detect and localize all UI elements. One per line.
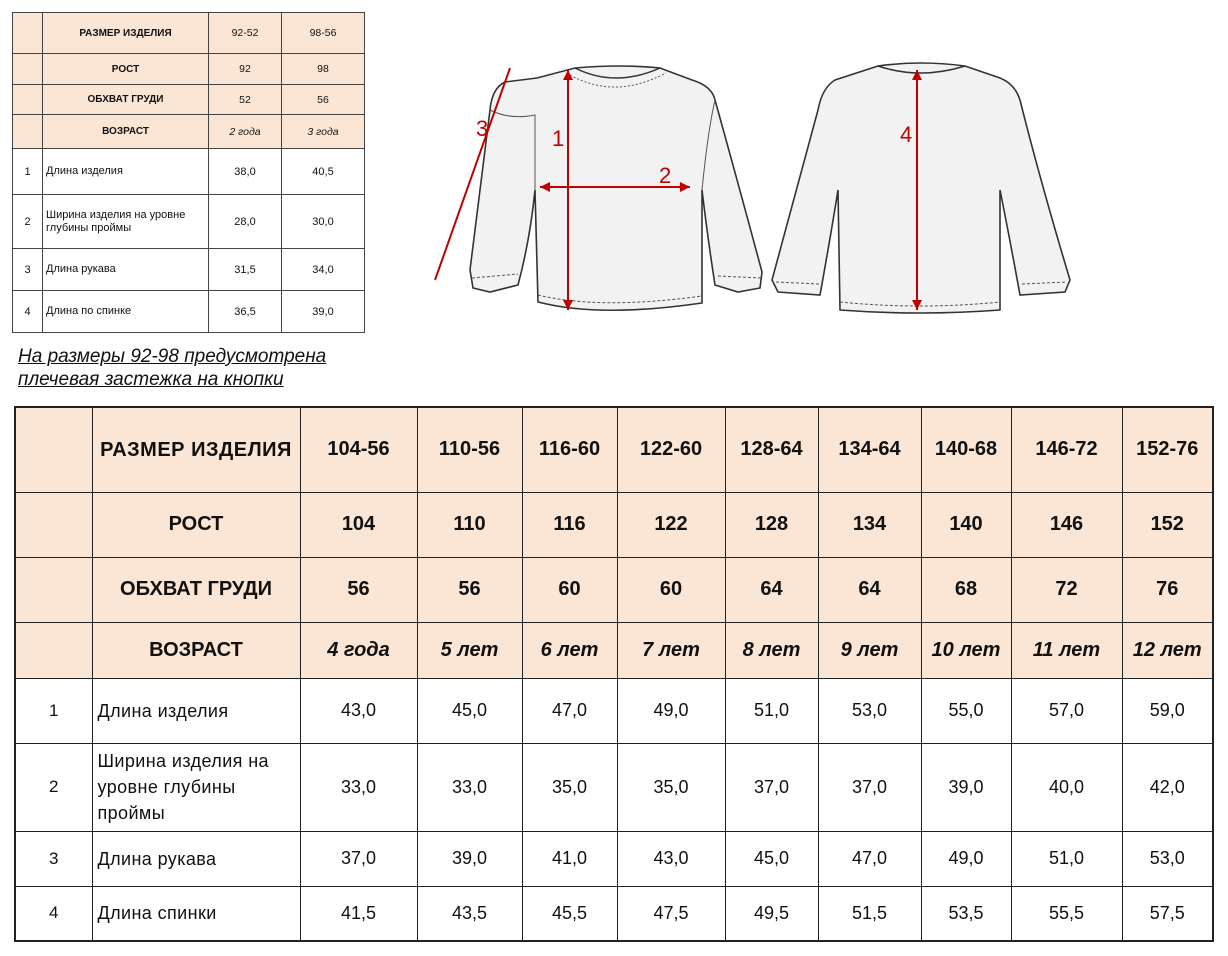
cell-value: 45,0 (417, 678, 522, 743)
cell-value: 47,0 (818, 831, 921, 886)
small-table-row (13, 195, 365, 249)
cell-value: 33,0 (300, 743, 417, 831)
small-header-age-row (13, 115, 365, 149)
row-number: 2 (13, 195, 43, 249)
cell-value: 45,5 (522, 886, 617, 941)
row-number: 4 (15, 886, 92, 941)
cell-value: 41,0 (522, 831, 617, 886)
header-value: 12 лет (1122, 622, 1213, 678)
cell-value: 37,0 (300, 831, 417, 886)
small-header-size-row (13, 13, 365, 54)
marker-2: 2 (659, 163, 672, 188)
row-label: Длина рукава (43, 249, 209, 291)
header-label: ВОЗРАСТ (92, 622, 300, 678)
small-header-value: 3 года (282, 115, 365, 149)
small-header-chest-row (13, 85, 365, 115)
header-value: 5 лет (417, 622, 522, 678)
back-view-shirt (772, 63, 1070, 313)
cell-value: 39,0 (921, 743, 1011, 831)
header-value: 72 (1011, 557, 1122, 622)
small-header-label: ВОЗРАСТ (43, 115, 209, 149)
marker-1: 1 (552, 126, 565, 151)
header-value: 134-64 (818, 407, 921, 492)
shoulder-fastener-note (18, 345, 326, 391)
small-header-value: 92-52 (209, 13, 282, 54)
header-value: 146-72 (1011, 407, 1122, 492)
cell-value: 40,5 (282, 149, 365, 195)
marker-3: 3 (476, 116, 489, 141)
header-value: 56 (417, 557, 522, 622)
cell-value: 49,5 (725, 886, 818, 941)
small-header-height-row (13, 54, 365, 85)
header-value: 134 (818, 492, 921, 557)
small-table-row (13, 249, 365, 291)
row-number: 3 (13, 249, 43, 291)
small-table-row (13, 291, 365, 333)
cell-value: 40,0 (1011, 743, 1122, 831)
header-value: 8 лет (725, 622, 818, 678)
cell-value: 35,0 (522, 743, 617, 831)
header-height-row (15, 492, 1213, 557)
small-header-blank (13, 54, 43, 85)
header-value: 6 лет (522, 622, 617, 678)
row-number: 3 (15, 831, 92, 886)
note-line-2: плечевая застежка на кнопки (18, 369, 284, 390)
row-number: 2 (15, 743, 92, 831)
header-value: 76 (1122, 557, 1213, 622)
header-label: ОБХВАТ ГРУДИ (92, 557, 300, 622)
row-number: 4 (13, 291, 43, 333)
cell-value: 53,0 (818, 678, 921, 743)
small-header-value: 52 (209, 85, 282, 115)
header-value: 60 (617, 557, 725, 622)
header-value: 152-76 (1122, 407, 1213, 492)
header-value: 128-64 (725, 407, 818, 492)
cell-value: 38,0 (209, 149, 282, 195)
header-value: 104-56 (300, 407, 417, 492)
header-value: 152 (1122, 492, 1213, 557)
header-label: РАЗМЕР ИЗДЕЛИЯ (92, 407, 300, 492)
header-value: 122-60 (617, 407, 725, 492)
cell-value: 41,5 (300, 886, 417, 941)
header-value: 110 (417, 492, 522, 557)
small-header-value: 98 (282, 54, 365, 85)
note-line-1: На размеры 92-98 предусмотрена (18, 346, 327, 367)
header-blank (15, 492, 92, 557)
cell-value: 34,0 (282, 249, 365, 291)
cell-value: 51,0 (1011, 831, 1122, 886)
cell-value: 51,5 (818, 886, 921, 941)
header-value: 146 (1011, 492, 1122, 557)
small-header-blank (13, 115, 43, 149)
small-header-label: РАЗМЕР ИЗДЕЛИЯ (43, 13, 209, 54)
header-value: 60 (522, 557, 617, 622)
cell-value: 55,0 (921, 678, 1011, 743)
cell-value: 59,0 (1122, 678, 1213, 743)
small-header-blank (13, 13, 43, 54)
header-value: 122 (617, 492, 725, 557)
small-header-label: РОСТ (43, 54, 209, 85)
cell-value: 57,5 (1122, 886, 1213, 941)
front-view-shirt (470, 66, 762, 310)
header-value: 64 (725, 557, 818, 622)
cell-value: 39,0 (282, 291, 365, 333)
header-label: РОСТ (92, 492, 300, 557)
small-size-table (12, 12, 365, 333)
header-value: 64 (818, 557, 921, 622)
header-value: 110-56 (417, 407, 522, 492)
cell-value: 37,0 (818, 743, 921, 831)
header-value: 140-68 (921, 407, 1011, 492)
row-label: Ширина изделия на уровне глубины проймы (43, 195, 209, 249)
table-row (15, 678, 1213, 743)
header-blank (15, 407, 92, 492)
cell-value: 47,0 (522, 678, 617, 743)
row-label: Длина рукава (92, 831, 300, 886)
header-value: 56 (300, 557, 417, 622)
header-value: 4 года (300, 622, 417, 678)
small-header-blank (13, 85, 43, 115)
row-label: Ширина изделия на уровне глубины проймы (92, 743, 300, 831)
header-value: 7 лет (617, 622, 725, 678)
table-row (15, 743, 1213, 831)
cell-value: 49,0 (617, 678, 725, 743)
cell-value: 43,5 (417, 886, 522, 941)
cell-value: 55,5 (1011, 886, 1122, 941)
row-number: 1 (15, 678, 92, 743)
cell-value: 42,0 (1122, 743, 1213, 831)
header-value: 116-60 (522, 407, 617, 492)
row-label: Длина спинки (92, 886, 300, 941)
row-number: 1 (13, 149, 43, 195)
garment-diagram (420, 40, 1120, 340)
cell-value: 43,0 (617, 831, 725, 886)
table-row (15, 831, 1213, 886)
header-value: 10 лет (921, 622, 1011, 678)
header-value: 104 (300, 492, 417, 557)
marker-4: 4 (900, 122, 913, 147)
header-value: 116 (522, 492, 617, 557)
header-value: 128 (725, 492, 818, 557)
table-row (15, 886, 1213, 941)
cell-value: 28,0 (209, 195, 282, 249)
small-header-value: 98-56 (282, 13, 365, 54)
small-header-value: 2 года (209, 115, 282, 149)
cell-value: 37,0 (725, 743, 818, 831)
small-header-value: 56 (282, 85, 365, 115)
cell-value: 39,0 (417, 831, 522, 886)
small-header-label: ОБХВАТ ГРУДИ (43, 85, 209, 115)
cell-value: 53,0 (1122, 831, 1213, 886)
header-value: 11 лет (1011, 622, 1122, 678)
row-label: Длина по спинке (43, 291, 209, 333)
cell-value: 43,0 (300, 678, 417, 743)
cell-value: 30,0 (282, 195, 365, 249)
cell-value: 49,0 (921, 831, 1011, 886)
cell-value: 31,5 (209, 249, 282, 291)
cell-value: 36,5 (209, 291, 282, 333)
header-value: 68 (921, 557, 1011, 622)
cell-value: 47,5 (617, 886, 725, 941)
cell-value: 51,0 (725, 678, 818, 743)
cell-value: 45,0 (725, 831, 818, 886)
row-label: Длина изделия (92, 678, 300, 743)
header-value: 9 лет (818, 622, 921, 678)
main-size-table (14, 406, 1214, 942)
cell-value: 35,0 (617, 743, 725, 831)
header-size-row (15, 407, 1213, 492)
cell-value: 33,0 (417, 743, 522, 831)
header-blank (15, 557, 92, 622)
small-header-value: 92 (209, 54, 282, 85)
cell-value: 53,5 (921, 886, 1011, 941)
small-table-row (13, 149, 365, 195)
header-blank (15, 622, 92, 678)
header-value: 140 (921, 492, 1011, 557)
row-label: Длина изделия (43, 149, 209, 195)
header-chest-row (15, 557, 1213, 622)
cell-value: 57,0 (1011, 678, 1122, 743)
header-age-row (15, 622, 1213, 678)
